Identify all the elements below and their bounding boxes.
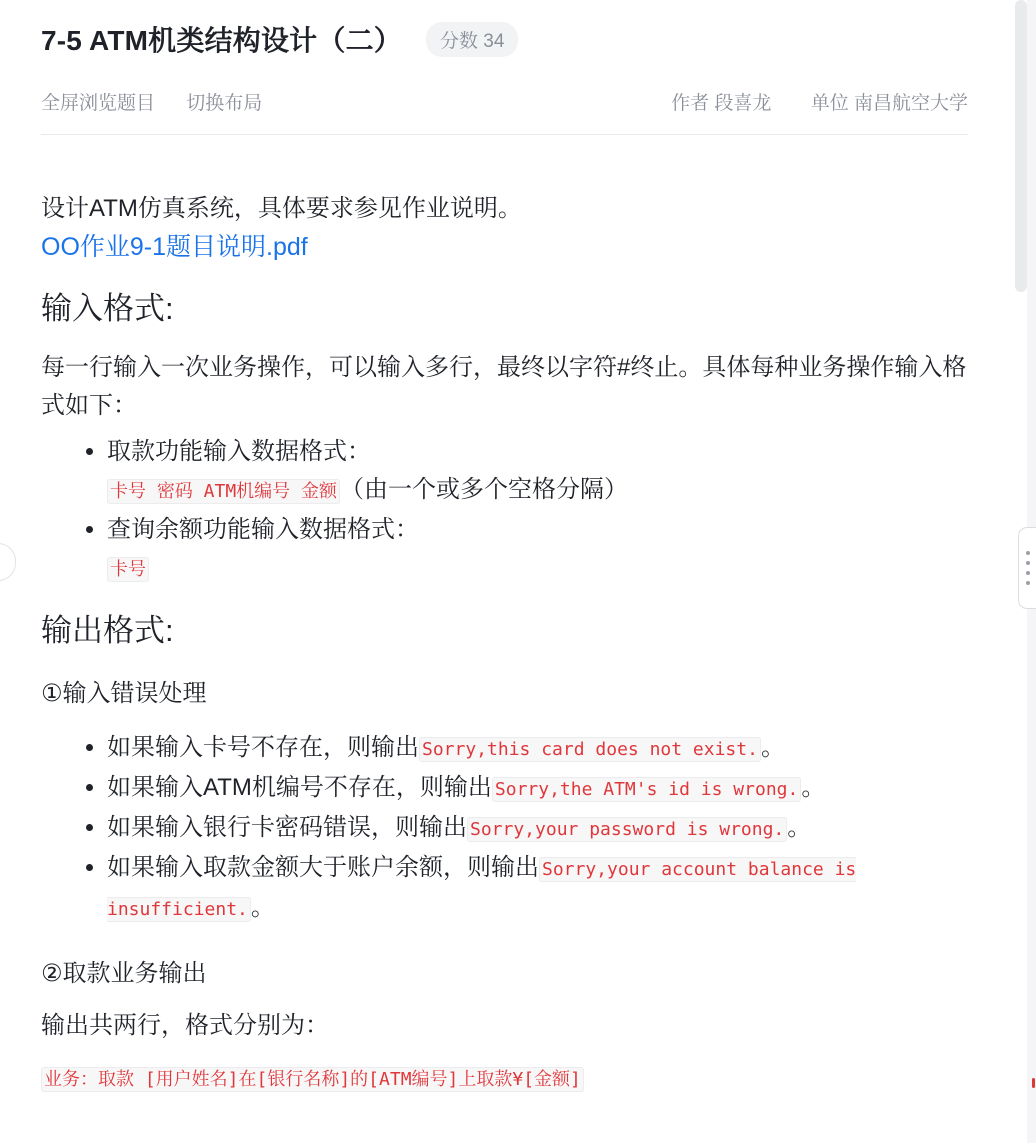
author-info	[671, 93, 777, 114]
input-item-label: 查询余额功能输入数据格式：	[107, 516, 419, 543]
meta-row	[41, 86, 968, 116]
error-item-code: Sorry,this card does not exist.	[419, 737, 761, 762]
input-item-code: 卡号	[107, 557, 149, 582]
error-item-code: Sorry,your account balance is insufficient.	[107, 859, 857, 920]
error-item-text: 如果输入取款金额大于账户余额，则输出	[107, 854, 539, 881]
unit-info	[811, 93, 968, 114]
error-output-list	[41, 729, 968, 929]
score-badge: 分数 34	[426, 22, 518, 57]
unit-label: 单位	[810, 92, 849, 114]
withdraw-description: 输出共两行，格式分别为：	[41, 1012, 329, 1039]
input-format-list	[41, 433, 968, 589]
unit-name: 南昌航空大学	[853, 92, 968, 114]
list-item	[107, 511, 968, 589]
error-item-suffix: 。	[787, 814, 812, 841]
switch-layout-link[interactable]: 切换布局	[186, 92, 263, 114]
withdraw-subheading: ②取款业务输出	[41, 960, 207, 987]
list-item	[107, 433, 968, 511]
author-name: 段喜龙	[714, 92, 772, 114]
withdraw-format-code: 业务：取款 [用户姓名]在[银行名称]的[ATM编号]上取款¥[金额]	[41, 1067, 584, 1092]
fullscreen-link[interactable]: 全屏浏览题目	[41, 92, 156, 114]
input-heading: 输入格式:	[41, 291, 174, 326]
meta-info	[637, 88, 968, 115]
error-item-code: Sorry,your password is wrong.	[467, 817, 787, 842]
output-heading: 输出格式:	[41, 613, 174, 648]
error-subheading: ①输入错误处理	[41, 680, 207, 707]
problem-content	[41, 190, 968, 1099]
input-item-suffix: （由一个或多个空格分隔）	[340, 476, 629, 503]
input-item-label: 取款功能输入数据格式：	[107, 438, 371, 465]
error-item-suffix: 。	[760, 734, 785, 761]
list-item	[107, 849, 968, 929]
error-item-text: 如果输入银行卡密码错误，则输出	[107, 814, 467, 841]
left-collapse-handle[interactable]	[0, 543, 16, 581]
pdf-link[interactable]: OO作业9-1题目说明.pdf	[41, 233, 308, 261]
input-description: 每一行输入一次业务操作，可以输入多行，最终以字符#终止。具体每种业务操作输入格式如下：	[41, 354, 967, 419]
error-item-text: 如果输入ATM机编号不存在，则输出	[107, 774, 492, 801]
error-item-text: 如果输入卡号不存在，则输出	[107, 734, 419, 761]
list-item	[107, 809, 968, 849]
list-item	[107, 729, 968, 769]
more-vertical-icon[interactable]	[1018, 527, 1036, 609]
red-indicator	[1032, 1078, 1035, 1088]
header-divider	[41, 134, 968, 135]
scrollbar-thumb[interactable]	[1015, 0, 1027, 292]
list-item	[107, 769, 968, 809]
error-item-suffix: 。	[250, 894, 275, 921]
meta-actions	[41, 88, 288, 115]
input-item-code: 卡号 密码 ATM机编号 金额	[107, 479, 340, 504]
author-label: 作者	[671, 92, 710, 114]
intro-text: 设计ATM仿真系统，具体要求参见作业说明。	[41, 195, 522, 222]
error-item-suffix: 。	[801, 774, 826, 801]
problem-title: 7-5 ATM机类结构设计（二）	[41, 25, 402, 56]
error-item-code: Sorry,the ATM's id is wrong.	[492, 777, 801, 802]
title-row	[41, 20, 518, 58]
